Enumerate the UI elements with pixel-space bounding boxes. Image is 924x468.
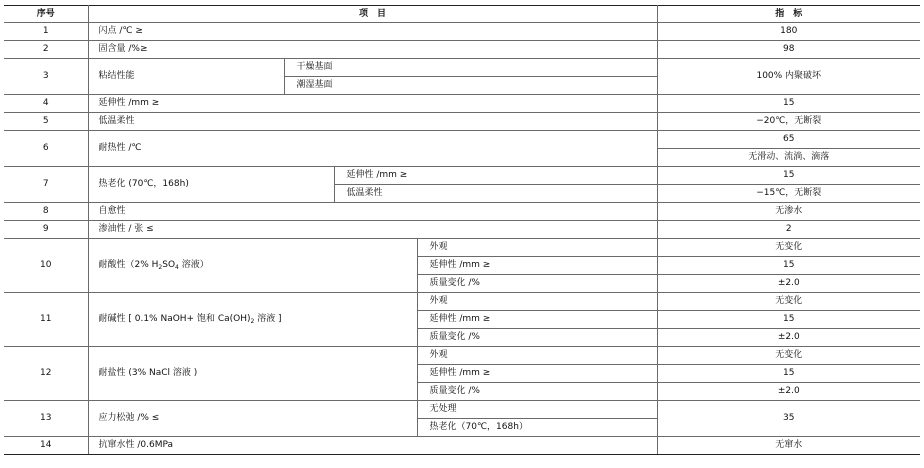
item-name: 低温柔性 — [88, 113, 657, 131]
index-value: 无窜水 — [657, 437, 920, 455]
index-value: 无变化 — [657, 293, 920, 311]
row-number: 13 — [4, 401, 88, 437]
row-number: 4 — [4, 95, 88, 113]
sub-condition: 外观 — [417, 347, 657, 365]
sub-condition: 延伸性 /mm ≥ — [417, 257, 657, 275]
row-number: 9 — [4, 221, 88, 239]
row-number: 12 — [4, 347, 88, 401]
item-name: 延伸性 /mm ≥ — [88, 95, 657, 113]
sub-condition: 外观 — [417, 293, 657, 311]
table-header-row — [4, 6, 920, 23]
item-name: 粘结性能 — [88, 59, 284, 95]
row-number: 14 — [4, 437, 88, 455]
table-row — [4, 59, 920, 77]
sub-condition: 潮湿基面 — [284, 77, 657, 95]
table-row — [4, 23, 920, 41]
index-value: 98 — [657, 41, 920, 59]
sub-condition: 无处理 — [417, 401, 657, 419]
index-value: 35 — [657, 401, 920, 437]
header-index: 指 标 — [657, 6, 920, 23]
index-value: 180 — [657, 23, 920, 41]
sub-condition: 低温柔性 — [334, 185, 657, 203]
row-number: 11 — [4, 293, 88, 347]
table-row — [4, 437, 920, 455]
sub-condition: 质量变化 /% — [417, 383, 657, 401]
sub-condition: 延伸性 /mm ≥ — [417, 365, 657, 383]
item-name: 耐盐性 (3% NaCl 溶液 ) — [88, 347, 417, 401]
index-value: 15 — [657, 365, 920, 383]
index-value: 15 — [657, 167, 920, 185]
sub-condition: 热老化（70℃，168h） — [417, 419, 657, 437]
sub-condition: 质量变化 /% — [417, 275, 657, 293]
row-number: 6 — [4, 131, 88, 167]
index-value: 无变化 — [657, 239, 920, 257]
index-value: ±2.0 — [657, 329, 920, 347]
sub-condition: 延伸性 /mm ≥ — [417, 311, 657, 329]
table-row — [4, 401, 920, 419]
item-name: 耐酸性（2% $H_2SO_4$ 溶液） — [88, 239, 417, 293]
index-value: 15 — [657, 95, 920, 113]
table-row — [4, 203, 920, 221]
row-number: 7 — [4, 167, 88, 203]
item-name: 抗窜水性 /0.6MPa — [88, 437, 657, 455]
item-name: 耐热性 /℃ — [88, 131, 657, 167]
index-value: 15 — [657, 257, 920, 275]
index-value: −20℃，无断裂 — [657, 113, 920, 131]
item-name: 热老化 (70℃，168h) — [88, 167, 334, 203]
sub-condition: 外观 — [417, 239, 657, 257]
table-row — [4, 41, 920, 59]
row-number: 2 — [4, 41, 88, 59]
row-number: 1 — [4, 23, 88, 41]
index-value: 无滑动、流淌、滴落 — [657, 149, 920, 167]
header-no: 序号 — [4, 6, 88, 23]
item-name: 闪点 /℃ ≥ — [88, 23, 657, 41]
row-number: 10 — [4, 239, 88, 293]
row-number: 5 — [4, 113, 88, 131]
item-name: 自愈性 — [88, 203, 657, 221]
item-name: 渗油性 / 张 ≤ — [88, 221, 657, 239]
table-row — [4, 167, 920, 185]
table-row — [4, 293, 920, 311]
item-name: 应力松弛 /% ≤ — [88, 401, 417, 437]
index-value: ±2.0 — [657, 383, 920, 401]
specification-table — [4, 5, 920, 455]
sub-condition: 延伸性 /mm ≥ — [334, 167, 657, 185]
index-value: 100% 内聚破坏 — [657, 59, 920, 95]
item-name: 固含量 /%≥ — [88, 41, 657, 59]
sub-condition: 干燥基面 — [284, 59, 657, 77]
index-value: 65 — [657, 131, 920, 149]
sub-condition: 质量变化 /% — [417, 329, 657, 347]
index-value: −15℃，无断裂 — [657, 185, 920, 203]
header-item: 项 目 — [88, 6, 657, 23]
index-value: 2 — [657, 221, 920, 239]
row-number: 8 — [4, 203, 88, 221]
table-row — [4, 131, 920, 149]
index-value: ±2.0 — [657, 275, 920, 293]
row-number: 3 — [4, 59, 88, 95]
table-row — [4, 95, 920, 113]
table-row — [4, 347, 920, 365]
index-value: 无变化 — [657, 347, 920, 365]
table-row — [4, 221, 920, 239]
table-row — [4, 113, 920, 131]
table-row — [4, 239, 920, 257]
index-value: 无渗水 — [657, 203, 920, 221]
item-name: 耐碱性 [ 0.1% NaOH+ 饱和 $Ca(OH)_2$ 溶液 ] — [88, 293, 417, 347]
index-value: 15 — [657, 311, 920, 329]
